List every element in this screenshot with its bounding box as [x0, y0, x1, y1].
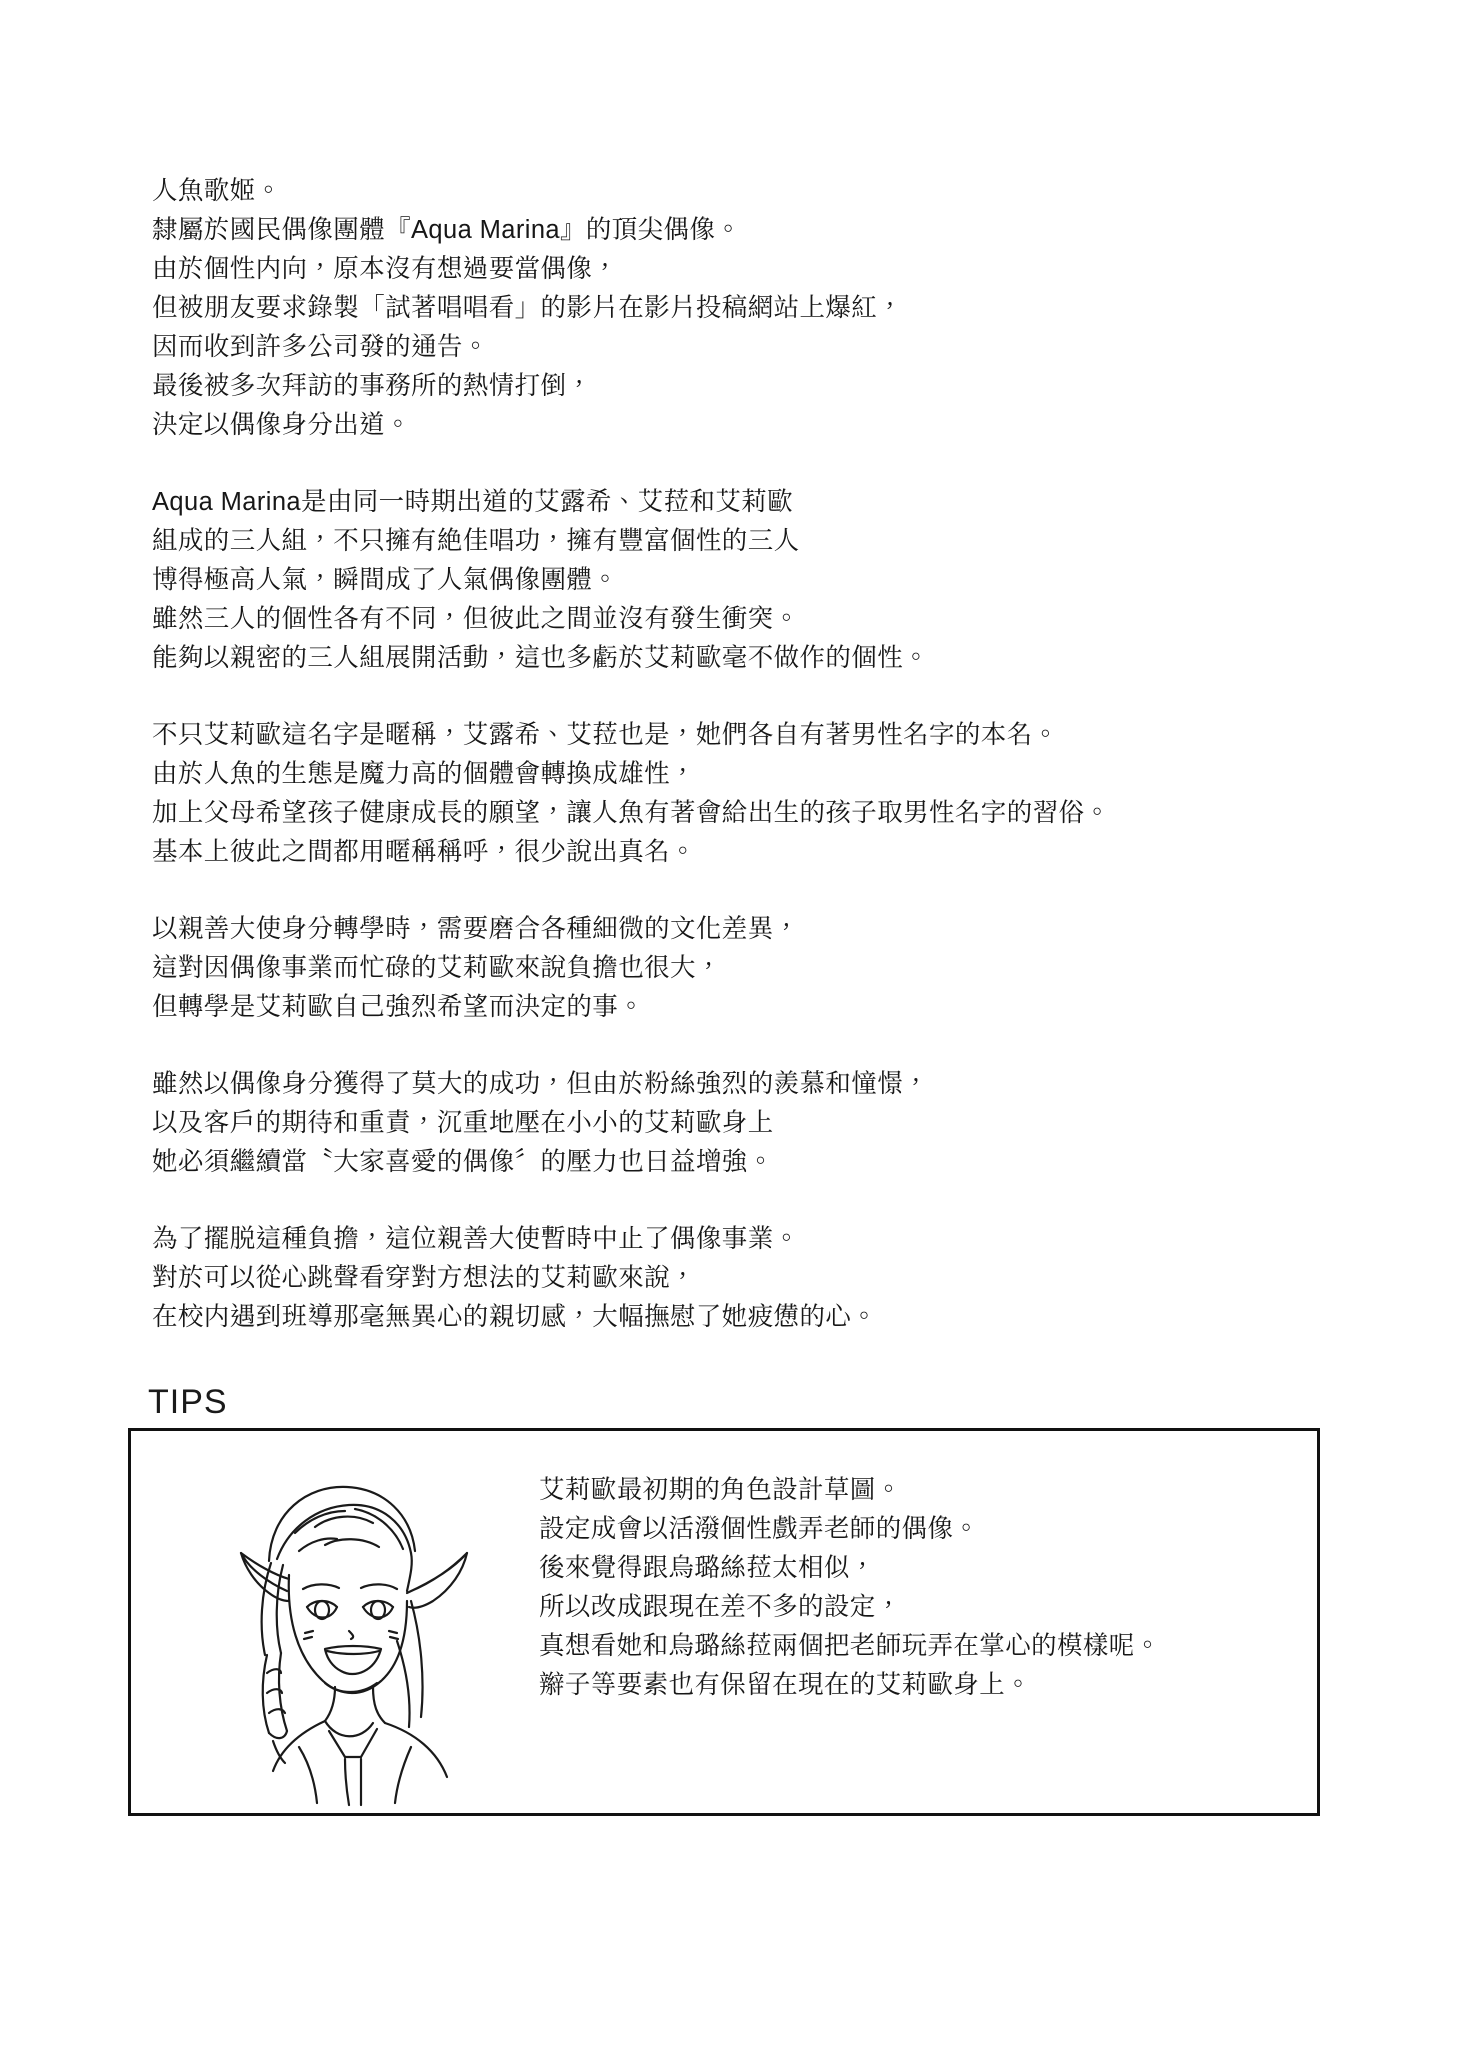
tips-line: 設定成會以活潑個性戲弄老師的偶像。 — [539, 1515, 980, 1543]
text-line: Aqua Marina是由同一時期出道的艾露希、艾菈和艾莉歐 — [152, 488, 794, 516]
text-line: 她必須繼續當〝大家喜愛的偶像〞的壓力也日益增強。 — [152, 1148, 774, 1176]
tips-line: 艾莉歐最初期的角色設計草圖。 — [539, 1476, 902, 1504]
text-line: 博得極高人氣，瞬間成了人氣偶像團體。 — [152, 566, 619, 594]
text-line: 加上父母希望孩子健康成長的願望，讓人魚有著會給出生的孩子取男性名字的習俗。 — [152, 799, 1111, 827]
body-text-block — [152, 172, 1332, 1337]
tips-line: 所以改成跟現在差不多的設定， — [539, 1593, 902, 1621]
text-line: 以親善大使身分轉學時，需要磨合各種細微的文化差異， — [152, 915, 800, 943]
text-line: 因而收到許多公司發的通告。 — [152, 333, 489, 361]
paragraph-names — [152, 716, 1332, 872]
paragraph-pressure — [152, 1065, 1332, 1182]
character-sketch-icon — [149, 1441, 499, 1811]
text-line: 對於可以從心跳聲看穿對方想法的艾莉歐來說， — [152, 1264, 696, 1292]
text-line: 能夠以親密的三人組展開活動，這也多虧於艾莉歐毫不做作的個性。 — [152, 644, 930, 672]
tips-line: 後來覺得跟烏璐絲菈太相似， — [539, 1554, 876, 1582]
paragraph-transfer — [152, 910, 1332, 1027]
text-line: 人魚歌姬。 — [152, 177, 282, 205]
paragraph-intro — [152, 172, 1332, 445]
text-line: 最後被多次拜訪的事務所的熱情打倒， — [152, 372, 593, 400]
text-line: 基本上彼此之間都用暱稱稱呼，很少說出真名。 — [152, 838, 696, 866]
text-line: 在校内遇到班導那毫無異心的親切感，大幅撫慰了她疲憊的心。 — [152, 1303, 878, 1331]
paragraph-group — [152, 483, 1332, 678]
text-line: 雖然三人的個性各有不同，但彼此之間並沒有發生衝突。 — [152, 605, 800, 633]
tips-line: 辮子等要素也有保留在現在的艾莉歐身上。 — [539, 1671, 1032, 1699]
text-line: 雖然以偶像身分獲得了莫大的成功，但由於粉絲強烈的羨慕和憧憬， — [152, 1070, 930, 1098]
paragraph-hiatus — [152, 1220, 1332, 1337]
text-line: 但被朋友要求錄製「試著唱唱看」的影片在影片投稿網站上爆紅， — [152, 294, 904, 322]
text-line: 為了擺脱這種負擔，這位親善大使暫時中止了偶像事業。 — [152, 1225, 800, 1253]
tips-box — [128, 1428, 1320, 1816]
tips-heading: TIPS — [148, 1383, 228, 1421]
text-line: 組成的三人組，不只擁有絶佳唱功，擁有豐富個性的三人 — [152, 527, 800, 555]
text-line: 以及客戶的期待和重責，沉重地壓在小小的艾莉歐身上 — [152, 1109, 774, 1137]
tips-text-block — [539, 1471, 1299, 1705]
tips-line: 真想看她和烏璐絲菈兩個把老師玩弄在掌心的模樣呢。 — [539, 1632, 1161, 1660]
text-line: 由於個性内向，原本沒有想過要當偶像， — [152, 255, 619, 283]
text-line: 隸屬於國民偶像團體『Aqua Marina』的頂尖偶像。 — [152, 216, 742, 244]
text-line: 由於人魚的生態是魔力高的個體會轉換成雄性， — [152, 760, 696, 788]
text-line: 這對因偶像事業而忙碌的艾莉歐來說負擔也很大， — [152, 954, 722, 982]
text-line: 決定以偶像身分出道。 — [152, 411, 412, 439]
text-line: 但轉學是艾莉歐自己強烈希望而決定的事。 — [152, 993, 645, 1021]
text-line: 不只艾莉歐這名字是暱稱，艾露希、艾菈也是，她們各自有著男性名字的本名。 — [152, 721, 1059, 749]
